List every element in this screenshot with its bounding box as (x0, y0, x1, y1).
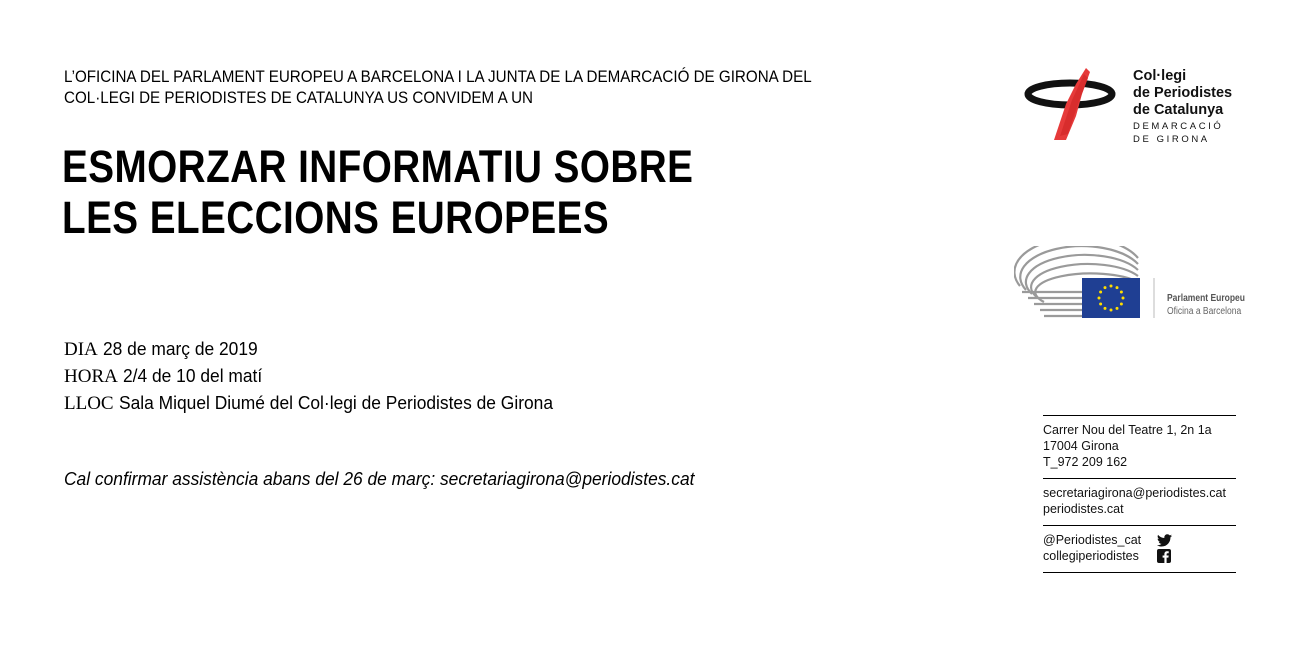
time-label: HORA (64, 366, 118, 387)
facebook-icon[interactable] (1157, 549, 1171, 563)
place-value: Sala Miquel Diumé del Col·legi de Periodistes de Girona (118, 392, 553, 413)
contact-box (1043, 415, 1236, 573)
ep-logo-text (1167, 292, 1245, 318)
address-line-1: Carrer Nou del Teatre 1, 2n 1a (1043, 423, 1212, 437)
eu-flag-star (1122, 297, 1125, 300)
day-value: 28 de març de 2019 (102, 338, 258, 359)
detail-day (64, 336, 580, 363)
twitter-icon[interactable] (1157, 534, 1172, 547)
rsvp-note: Cal confirmar assistència abans del 26 de març: secretariagirona@periodistes.cat (64, 468, 695, 489)
email-link[interactable]: secretariagirona@periodistes.cat (1043, 486, 1226, 500)
online-block (1043, 479, 1236, 525)
cpc-name-line-2: de Periodistes (1133, 85, 1233, 101)
phone: T_972 209 162 (1043, 455, 1128, 469)
eu-flag-star (1116, 307, 1119, 310)
detail-time (64, 363, 580, 390)
divider (1043, 572, 1236, 573)
eu-flag-star (1110, 309, 1113, 312)
place-label: LLOC (64, 393, 114, 414)
time-value: 2/4 de 10 del matí (122, 365, 263, 386)
eu-flag-star (1110, 285, 1113, 288)
title-line-1: ESMORZAR INFORMATIU SOBRE (62, 141, 694, 192)
ep-office: Oficina a Barcelona (1167, 306, 1242, 317)
detail-place (64, 390, 580, 417)
event-title (62, 141, 693, 243)
cpc-sub-line-2: DE GIRONA (1133, 134, 1210, 145)
eu-flag-star (1098, 297, 1101, 300)
ep-name: Parlament Europeu (1167, 293, 1245, 304)
address-block (1043, 416, 1236, 478)
facebook-row[interactable] (1043, 548, 1236, 564)
intro-line-1: L’OFICINA DEL PARLAMENT EUROPEU A BARCELONA I LA JUNTA DE LA DEMARCACIÓ DE GIRONA DEL (64, 68, 812, 86)
twitter-handle[interactable]: @Periodistes_cat (1043, 533, 1142, 547)
facebook-handle[interactable]: collegiperiodistes (1043, 549, 1139, 563)
eu-flag-star (1120, 291, 1123, 294)
intro-text (64, 67, 818, 109)
eu-flag-star (1099, 303, 1102, 306)
event-details (64, 336, 580, 417)
eu-flag-star (1099, 291, 1102, 294)
intro-line-2: COL·LEGI DE PERIODISTES DE CATALUNYA US CONVIDEM A UN (64, 89, 533, 107)
cpc-logo-text (1133, 68, 1232, 145)
cpc-name-line-3: de Catalunya (1133, 102, 1224, 118)
eu-flag-star (1104, 286, 1107, 289)
twitter-row[interactable] (1043, 532, 1236, 548)
cpc-name-line-1: Col·legi (1133, 68, 1187, 84)
day-label: DIA (64, 339, 98, 360)
eu-flag-star (1120, 303, 1123, 306)
address-line-2: 17004 Girona (1043, 439, 1119, 453)
web-link[interactable]: periodistes.cat (1043, 502, 1124, 516)
cpc-sub-line-1: DEMARCACIÓ (1133, 121, 1224, 132)
social-block (1043, 526, 1236, 572)
eu-flag-star (1104, 307, 1107, 310)
title-line-2: LES ELECCIONS EUROPEES (62, 192, 610, 243)
eu-flag-star (1116, 286, 1119, 289)
